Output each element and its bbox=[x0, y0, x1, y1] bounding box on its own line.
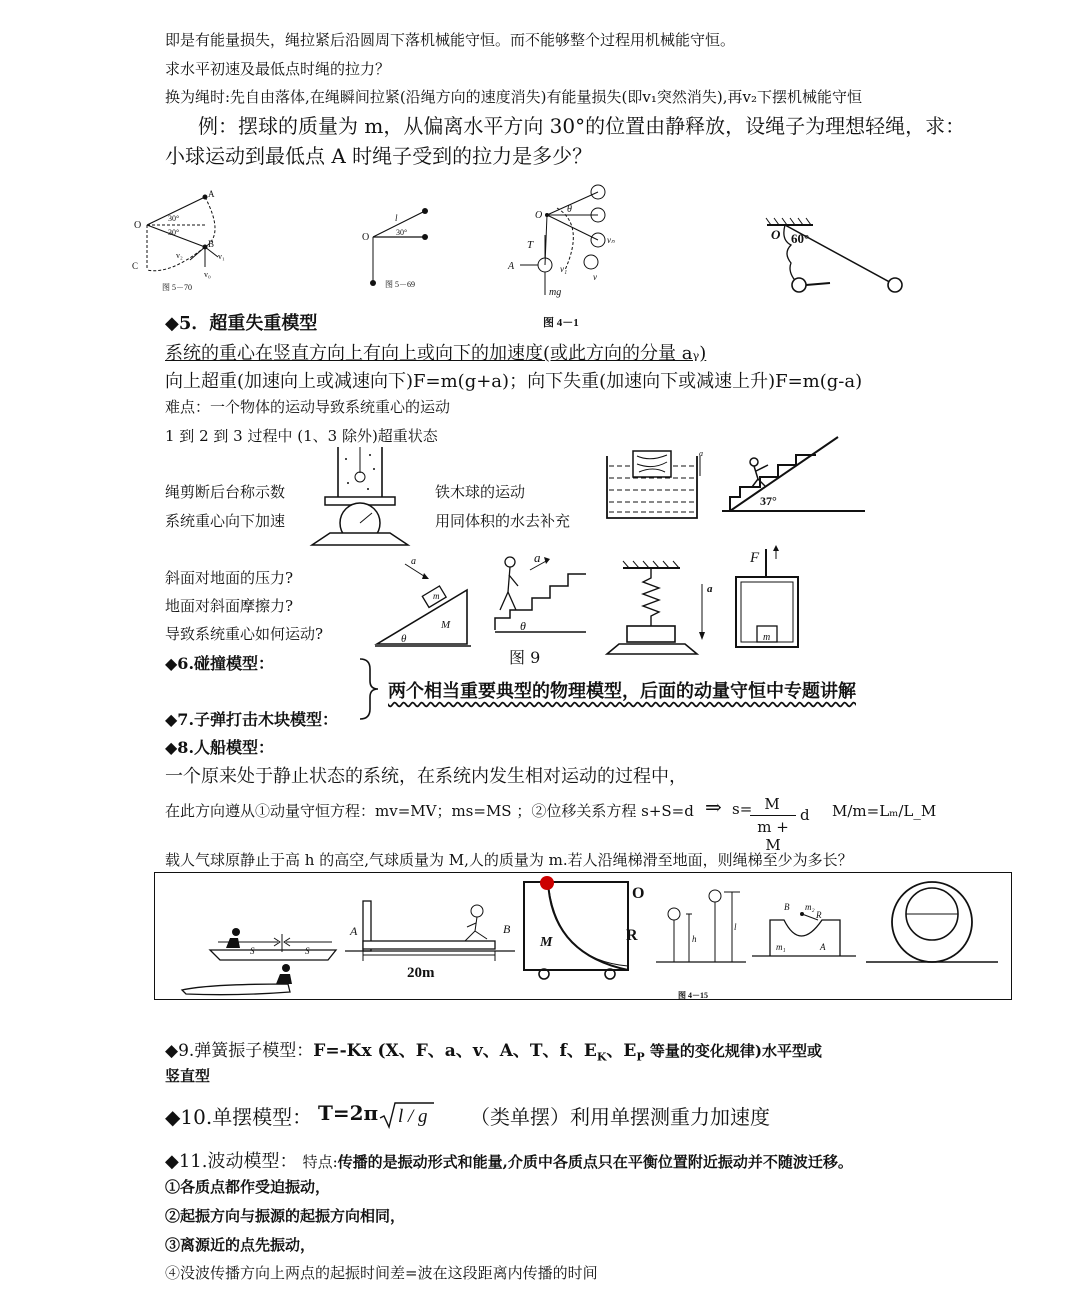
section-9-line-2: 竖直型 bbox=[165, 1067, 211, 1085]
figure-boat-people bbox=[178, 898, 348, 998]
label-vn: vₙ bbox=[607, 235, 615, 245]
section-11-heading: ◆11.波动模型： bbox=[165, 1151, 298, 1172]
label-m2: m₂ bbox=[805, 902, 815, 912]
label-l: l bbox=[395, 213, 398, 223]
label-20m: 20m bbox=[407, 965, 435, 981]
section-9-sep: 、E bbox=[606, 1041, 637, 1061]
brace-note: 两个相当重要典型的物理模型，后面的动量守恒中专题讲解 bbox=[388, 681, 856, 702]
figure-pendulum-heights bbox=[650, 880, 750, 1000]
label-mg: mg bbox=[549, 287, 562, 298]
label-r: R bbox=[626, 927, 638, 944]
label-c: C bbox=[132, 261, 139, 271]
intro-line-3: 换为绳时:先自由落体,在绳瞬间拉紧(沿绳方向的速度消失)有能量损失(即v₁突然消失),再v₂下摆机械能守恒 bbox=[165, 88, 862, 106]
intro-line-1: 即是有能量损失，绳拉紧后沿圆周下落机械能守恒。而不能够整个过程用机械能守恒。 bbox=[165, 31, 736, 49]
label-theta: θ bbox=[567, 204, 572, 215]
label-a: A bbox=[208, 189, 215, 199]
section-5-line-1: 系统的重心在竖直方向上有向上或向下的加速度(或此方向的分量 aᵧ) bbox=[165, 343, 707, 364]
angle-30: 30° bbox=[396, 228, 408, 237]
section-8-line-2: 在此方向遵从①动量守恒方程：mv=MV；ms=MS ；②位移关系方程 s+S=d bbox=[165, 802, 694, 820]
figure-5-69 bbox=[340, 195, 450, 295]
section-5-line-3: 难点：一个物体的运动导致系统重心的运动 bbox=[165, 398, 451, 416]
section-9-row bbox=[165, 1036, 822, 1063]
section-8-heading: ◆8.人船模型： bbox=[165, 738, 275, 757]
label-m: m bbox=[433, 591, 440, 601]
section-8-line-1: 一个原来处于静止状态的系统，在系统内发生相对运动的过程中， bbox=[165, 766, 687, 787]
label-theta: θ bbox=[520, 619, 526, 633]
section-5-line-4: 1 到 2 到 3 过程中 (1、3 除外)超重状态 bbox=[165, 427, 438, 445]
fig-9-caption: 图 9 bbox=[509, 648, 541, 667]
label-t: T bbox=[527, 239, 534, 251]
label-o: O bbox=[535, 210, 543, 221]
implies-arrow: ⇒ bbox=[705, 795, 722, 819]
label-b: B bbox=[784, 902, 790, 912]
section-11-feature: 传播的是振动形式和能量,介质中各质点只在平衡位置附近振动并不随波迁移。 bbox=[337, 1153, 853, 1171]
figure-plank-20m bbox=[345, 895, 520, 990]
label-o: O bbox=[632, 885, 645, 902]
wave-item-2: ②起振方向与振源的起振方向相同， bbox=[165, 1207, 406, 1225]
angle-37: 37° bbox=[760, 494, 777, 508]
label-b: B bbox=[208, 239, 215, 249]
section-7-heading: ◆7.子弹打击木块模型： bbox=[165, 710, 339, 729]
label-v0: v₀ bbox=[204, 270, 211, 279]
intro-line-2: 求水平初速及最低点时绳的拉力？ bbox=[165, 60, 391, 78]
scale-note-1: 绳剪断后台称示数 bbox=[165, 483, 286, 501]
figure-curved-track-cart bbox=[518, 874, 658, 984]
curly-brace bbox=[352, 657, 382, 721]
label-vt: v₁ bbox=[560, 264, 568, 274]
label-a: a bbox=[411, 556, 416, 567]
angle-30-bottom: 30° bbox=[168, 228, 180, 237]
subscript-k: K bbox=[596, 1050, 607, 1064]
figure-incline-block bbox=[375, 556, 475, 651]
figure-wood-block-water bbox=[605, 448, 705, 523]
label-v: v bbox=[593, 272, 597, 282]
label-m: M bbox=[540, 935, 553, 950]
label-b: B bbox=[503, 922, 511, 936]
section-11-row bbox=[165, 1147, 853, 1173]
section-5-line-2: 向上超重(加速向上或减速向下)F=m(g+a)；向下失重(加速向下或减速上升)F=m(g-a) bbox=[165, 371, 863, 392]
label-a: a bbox=[707, 583, 713, 595]
label-big-m: M bbox=[441, 619, 451, 631]
label-m1: m₁ bbox=[776, 942, 786, 952]
figure-spring-block bbox=[605, 560, 725, 660]
figure-4-1 bbox=[505, 180, 635, 330]
angle-60: 60° bbox=[791, 231, 810, 246]
mass-length-ratio: M/m=Lₘ/L_M bbox=[832, 802, 937, 820]
fig-5-70-caption: 图 5－70 bbox=[162, 283, 192, 292]
label-l: l bbox=[734, 922, 737, 932]
section-10-heading: ◆10.单摆模型： bbox=[165, 1105, 313, 1129]
figure-cut-rope-scale bbox=[310, 445, 410, 548]
example-line-1: 例：摆球的质量为 m，从偏离水平方向 30°的位置由静释放，设绳子为理想轻绳，求： bbox=[198, 114, 966, 138]
figure-5-70 bbox=[130, 185, 240, 295]
question-3: 导致系统重心如何运动? bbox=[165, 625, 324, 643]
ball-note-1: 铁木球的运动 bbox=[435, 483, 526, 501]
label-o: O bbox=[362, 232, 370, 243]
label-f: F bbox=[750, 550, 760, 566]
section-9-tail: 等量的变化规律)水平型或 bbox=[644, 1042, 822, 1060]
question-1: 斜面对地面的压力? bbox=[165, 569, 294, 587]
fraction-d: d bbox=[800, 806, 810, 824]
fraction-denominator: m + M bbox=[757, 818, 789, 854]
fig-5-69-caption: 图 5－69 bbox=[385, 280, 415, 289]
label-theta: θ bbox=[401, 633, 407, 645]
label-h: h bbox=[692, 934, 697, 944]
figure-person-escalator bbox=[490, 550, 590, 640]
label-a: A bbox=[820, 942, 826, 952]
figure-ball-in-ring bbox=[862, 878, 1002, 968]
section-6-heading: ◆6.碰撞模型： bbox=[165, 654, 275, 673]
figure-semicircle-groove bbox=[750, 890, 860, 965]
sqrt-sign bbox=[378, 1100, 438, 1130]
balloon-question: 载人气球原静止于高 h 的高空,气球质量为 M,人的质量为 m.若人沿绳梯滑至地面，则绳梯至少为多长？ bbox=[165, 851, 853, 869]
wave-item-3: ③离源近的点先振动， bbox=[165, 1236, 316, 1254]
figure-elevator-block bbox=[730, 545, 810, 650]
label-s-small: S bbox=[250, 946, 255, 956]
figure-person-stairs-37 bbox=[720, 435, 870, 515]
s-equals: s= bbox=[732, 800, 753, 818]
label-o: O bbox=[134, 220, 142, 231]
section-10-note: （类单摆）利用单摆测重力加速度 bbox=[470, 1105, 770, 1129]
pendulum-formula: T=2π bbox=[318, 1101, 379, 1125]
label-a: a bbox=[699, 449, 703, 458]
ball-note-2: 用同体积的水去补充 bbox=[435, 512, 571, 530]
figure-rope-60 bbox=[755, 215, 915, 300]
label-o: O bbox=[771, 227, 781, 242]
label-v2: v₂ bbox=[176, 251, 183, 260]
scale-note-2: 系统重心向下加速 bbox=[165, 512, 286, 530]
angle-30-top: 30° bbox=[168, 214, 180, 223]
wave-item-4: ④没波传播方向上两点的起振时间差=波在这段距离内传播的时间 bbox=[165, 1264, 598, 1282]
section-11-feature-label: 特点: bbox=[302, 1153, 338, 1171]
example-line-2: 小球运动到最低点 A 时绳子受到的拉力是多少？ bbox=[165, 144, 593, 168]
label-s-big: S bbox=[305, 946, 310, 956]
fig-4-15-caption: 图 4－15 bbox=[678, 991, 708, 1000]
fig-4-1-caption: 图 4－1 bbox=[543, 317, 579, 329]
subscript-p: P bbox=[636, 1050, 645, 1064]
label-m: m bbox=[763, 632, 771, 643]
section-9-formula: F=-Kx (X、F、a、v、A、T、f、E bbox=[313, 1041, 597, 1061]
section-5-heading: ◆5．超重失重模型 bbox=[165, 313, 318, 334]
fraction-bar bbox=[750, 815, 796, 816]
question-2: 地面对斜面摩擦力? bbox=[165, 597, 294, 615]
label-a: A bbox=[508, 261, 515, 272]
label-r: R bbox=[816, 910, 822, 920]
label-v1: v₁ bbox=[218, 252, 225, 261]
sqrt-radicand: l / g bbox=[398, 1106, 428, 1127]
section-9-heading: ◆9.弹簧振子模型： bbox=[165, 1041, 314, 1061]
wave-item-1: ①各质点都作受迫振动， bbox=[165, 1178, 331, 1196]
fraction-numerator: M bbox=[764, 795, 780, 813]
label-a: A bbox=[350, 924, 358, 938]
label-a: a bbox=[534, 550, 541, 565]
